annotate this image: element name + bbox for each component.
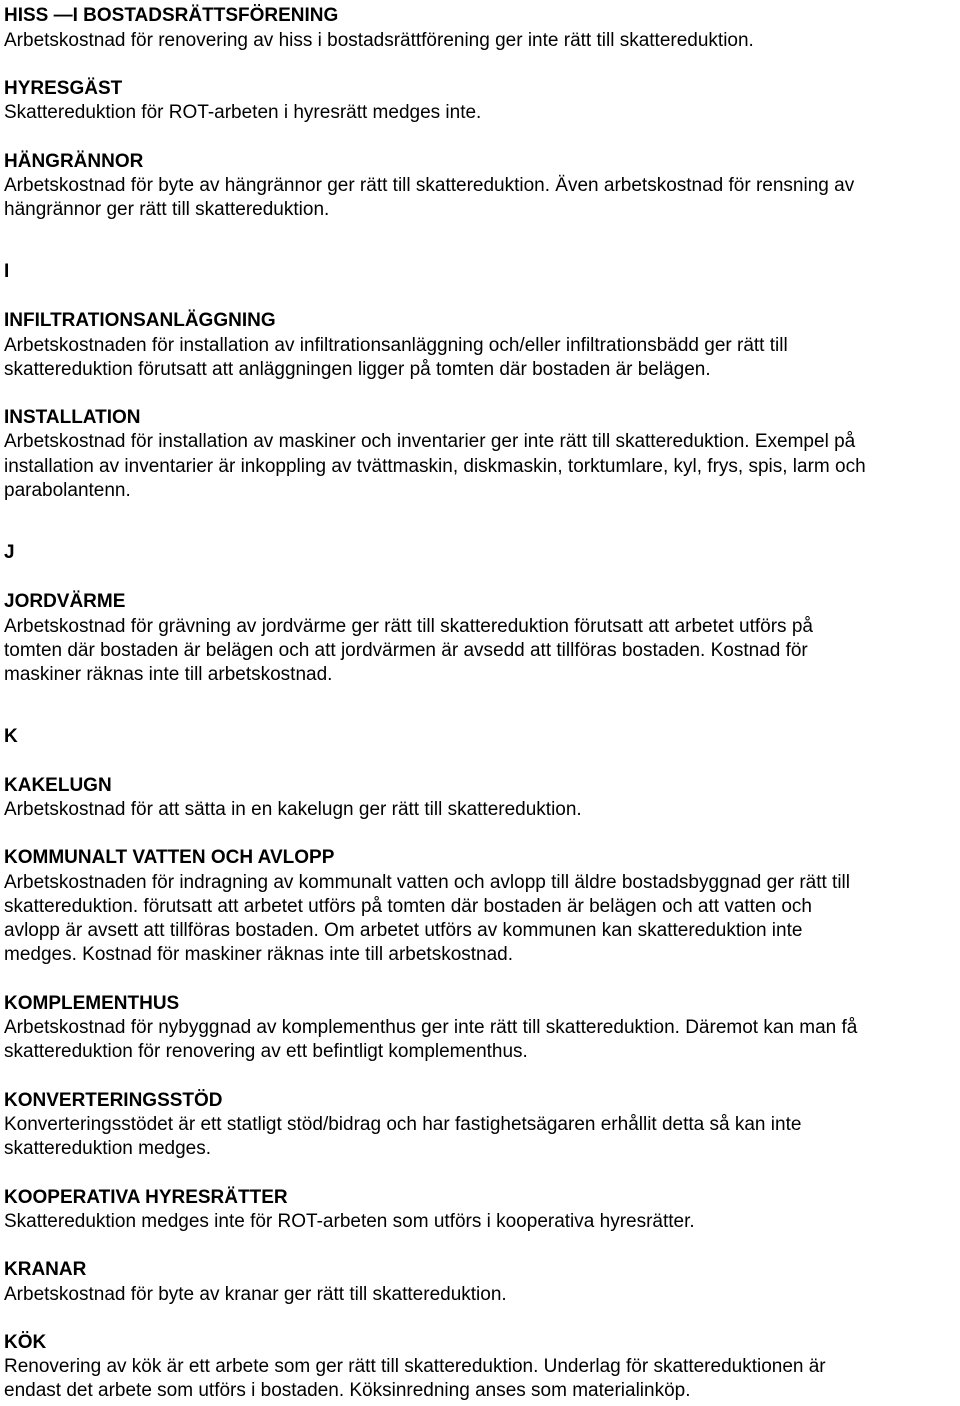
entry-text: skattereduktion medges. bbox=[4, 1138, 212, 1159]
entry-text: Arbetskostnad för nybyggnad av komplementhus ger inte rätt till skattereduktion. Däremot kan man få bbox=[4, 1017, 858, 1038]
entry-text: parabolantenn. bbox=[4, 480, 131, 501]
entry-text: Arbetskostnaden för installation av infiltrationsanläggning och/eller infiltrationsbädd ger rätt till bbox=[4, 335, 788, 356]
section-letter: K bbox=[4, 726, 18, 747]
entry-heading: HISS —I BOSTADSRÄTTSFÖRENING bbox=[4, 5, 339, 26]
section-letter: J bbox=[4, 542, 15, 563]
entry-text: skattereduktion för renovering av ett befintligt komplementhus. bbox=[4, 1041, 528, 1062]
entry-text: tomten där bostaden är belägen och att jordvärmen är avsedd att tillföras bostaden. Kostnad för bbox=[4, 640, 808, 661]
entry-heading: KONVERTERINGSSTÖD bbox=[4, 1090, 223, 1111]
entry-text: Arbetskostnad för att sätta in en kakelugn ger rätt till skattereduktion. bbox=[4, 799, 582, 820]
entry-text: medges. Kostnad för maskiner räknas inte till arbetskostnad. bbox=[4, 944, 514, 965]
entry-text: Skattereduktion medges inte för ROT-arbeten som utförs i kooperativa hyresrätter. bbox=[4, 1211, 695, 1232]
entry-heading: INFILTRATIONSANLÄGGNING bbox=[4, 310, 276, 331]
entry-heading: KAKELUGN bbox=[4, 775, 112, 796]
entry-text: hängrännor ger rätt till skattereduktion. bbox=[4, 199, 330, 220]
entry-heading: KRANAR bbox=[4, 1259, 87, 1280]
entry-heading: JORDVÄRME bbox=[4, 591, 126, 612]
entry-text: skattereduktion. förutsatt att arbetet utförs på tomten där bostaden är belägen och att vatten och bbox=[4, 896, 813, 917]
entry-heading: INSTALLATION bbox=[4, 407, 141, 428]
entry-text: avlopp är avsett att tillföras bostaden. Om arbetet utförs av kommunen kan skattereduktion inte bbox=[4, 920, 803, 941]
entry-text: Arbetskostnad för byte av kranar ger rätt till skattereduktion. bbox=[4, 1284, 507, 1305]
entry-heading: KOOPERATIVA HYRESRÄTTER bbox=[4, 1187, 288, 1208]
entry-text: Renovering av kök är ett arbete som ger rätt till skattereduktion. Underlag för skattereduktionen är bbox=[4, 1356, 826, 1377]
entry-text: endast det arbete som utförs i bostaden. Köksinredning anses som materialinköp. bbox=[4, 1380, 691, 1401]
entry-text: Konverteringsstödet är ett statligt stöd/bidrag och har fastighetsägaren erhållit detta så kan inte bbox=[4, 1114, 802, 1135]
entry-heading: HYRESGÄST bbox=[4, 78, 123, 99]
entry-heading: KOMPLEMENTHUS bbox=[4, 993, 180, 1014]
entry-text: Arbetskostnad för grävning av jordvärme ger rätt till skattereduktion förutsatt att arbetet utförs på bbox=[4, 616, 813, 637]
entry-text: maskiner räknas inte till arbetskostnad. bbox=[4, 664, 333, 685]
entry-heading: KÖK bbox=[4, 1332, 47, 1353]
entry-text: Arbetskostnad för byte av hängrännor ger rätt till skattereduktion. Även arbetskostnad för rensning av bbox=[4, 175, 855, 196]
entry-heading: KOMMUNALT VATTEN OCH AVLOPP bbox=[4, 847, 335, 868]
entry-text: Skattereduktion för ROT-arbeten i hyresrätt medges inte. bbox=[4, 102, 482, 123]
entry-text: Arbetskostnad för installation av maskiner och inventarier ger inte rätt till skattereduktion. Exempel på bbox=[4, 431, 856, 452]
entry-text: Arbetskostnad för renovering av hiss i bostadsrättförening ger inte rätt till skattereduktion. bbox=[4, 30, 754, 51]
entry-text: Arbetskostnaden för indragning av kommunalt vatten och avlopp till äldre bostadsbyggnad ger rätt till bbox=[4, 872, 850, 893]
section-letter: I bbox=[4, 261, 10, 282]
entry-text: skattereduktion förutsatt att anläggningen ligger på tomten där bostaden är belägen. bbox=[4, 359, 711, 380]
entry-heading: HÄNGRÄNNOR bbox=[4, 151, 144, 172]
entry-text: installation av inventarier är inkoppling av tvättmaskin, diskmaskin, torktumlare, kyl, frys, spis, larm och bbox=[4, 456, 866, 477]
